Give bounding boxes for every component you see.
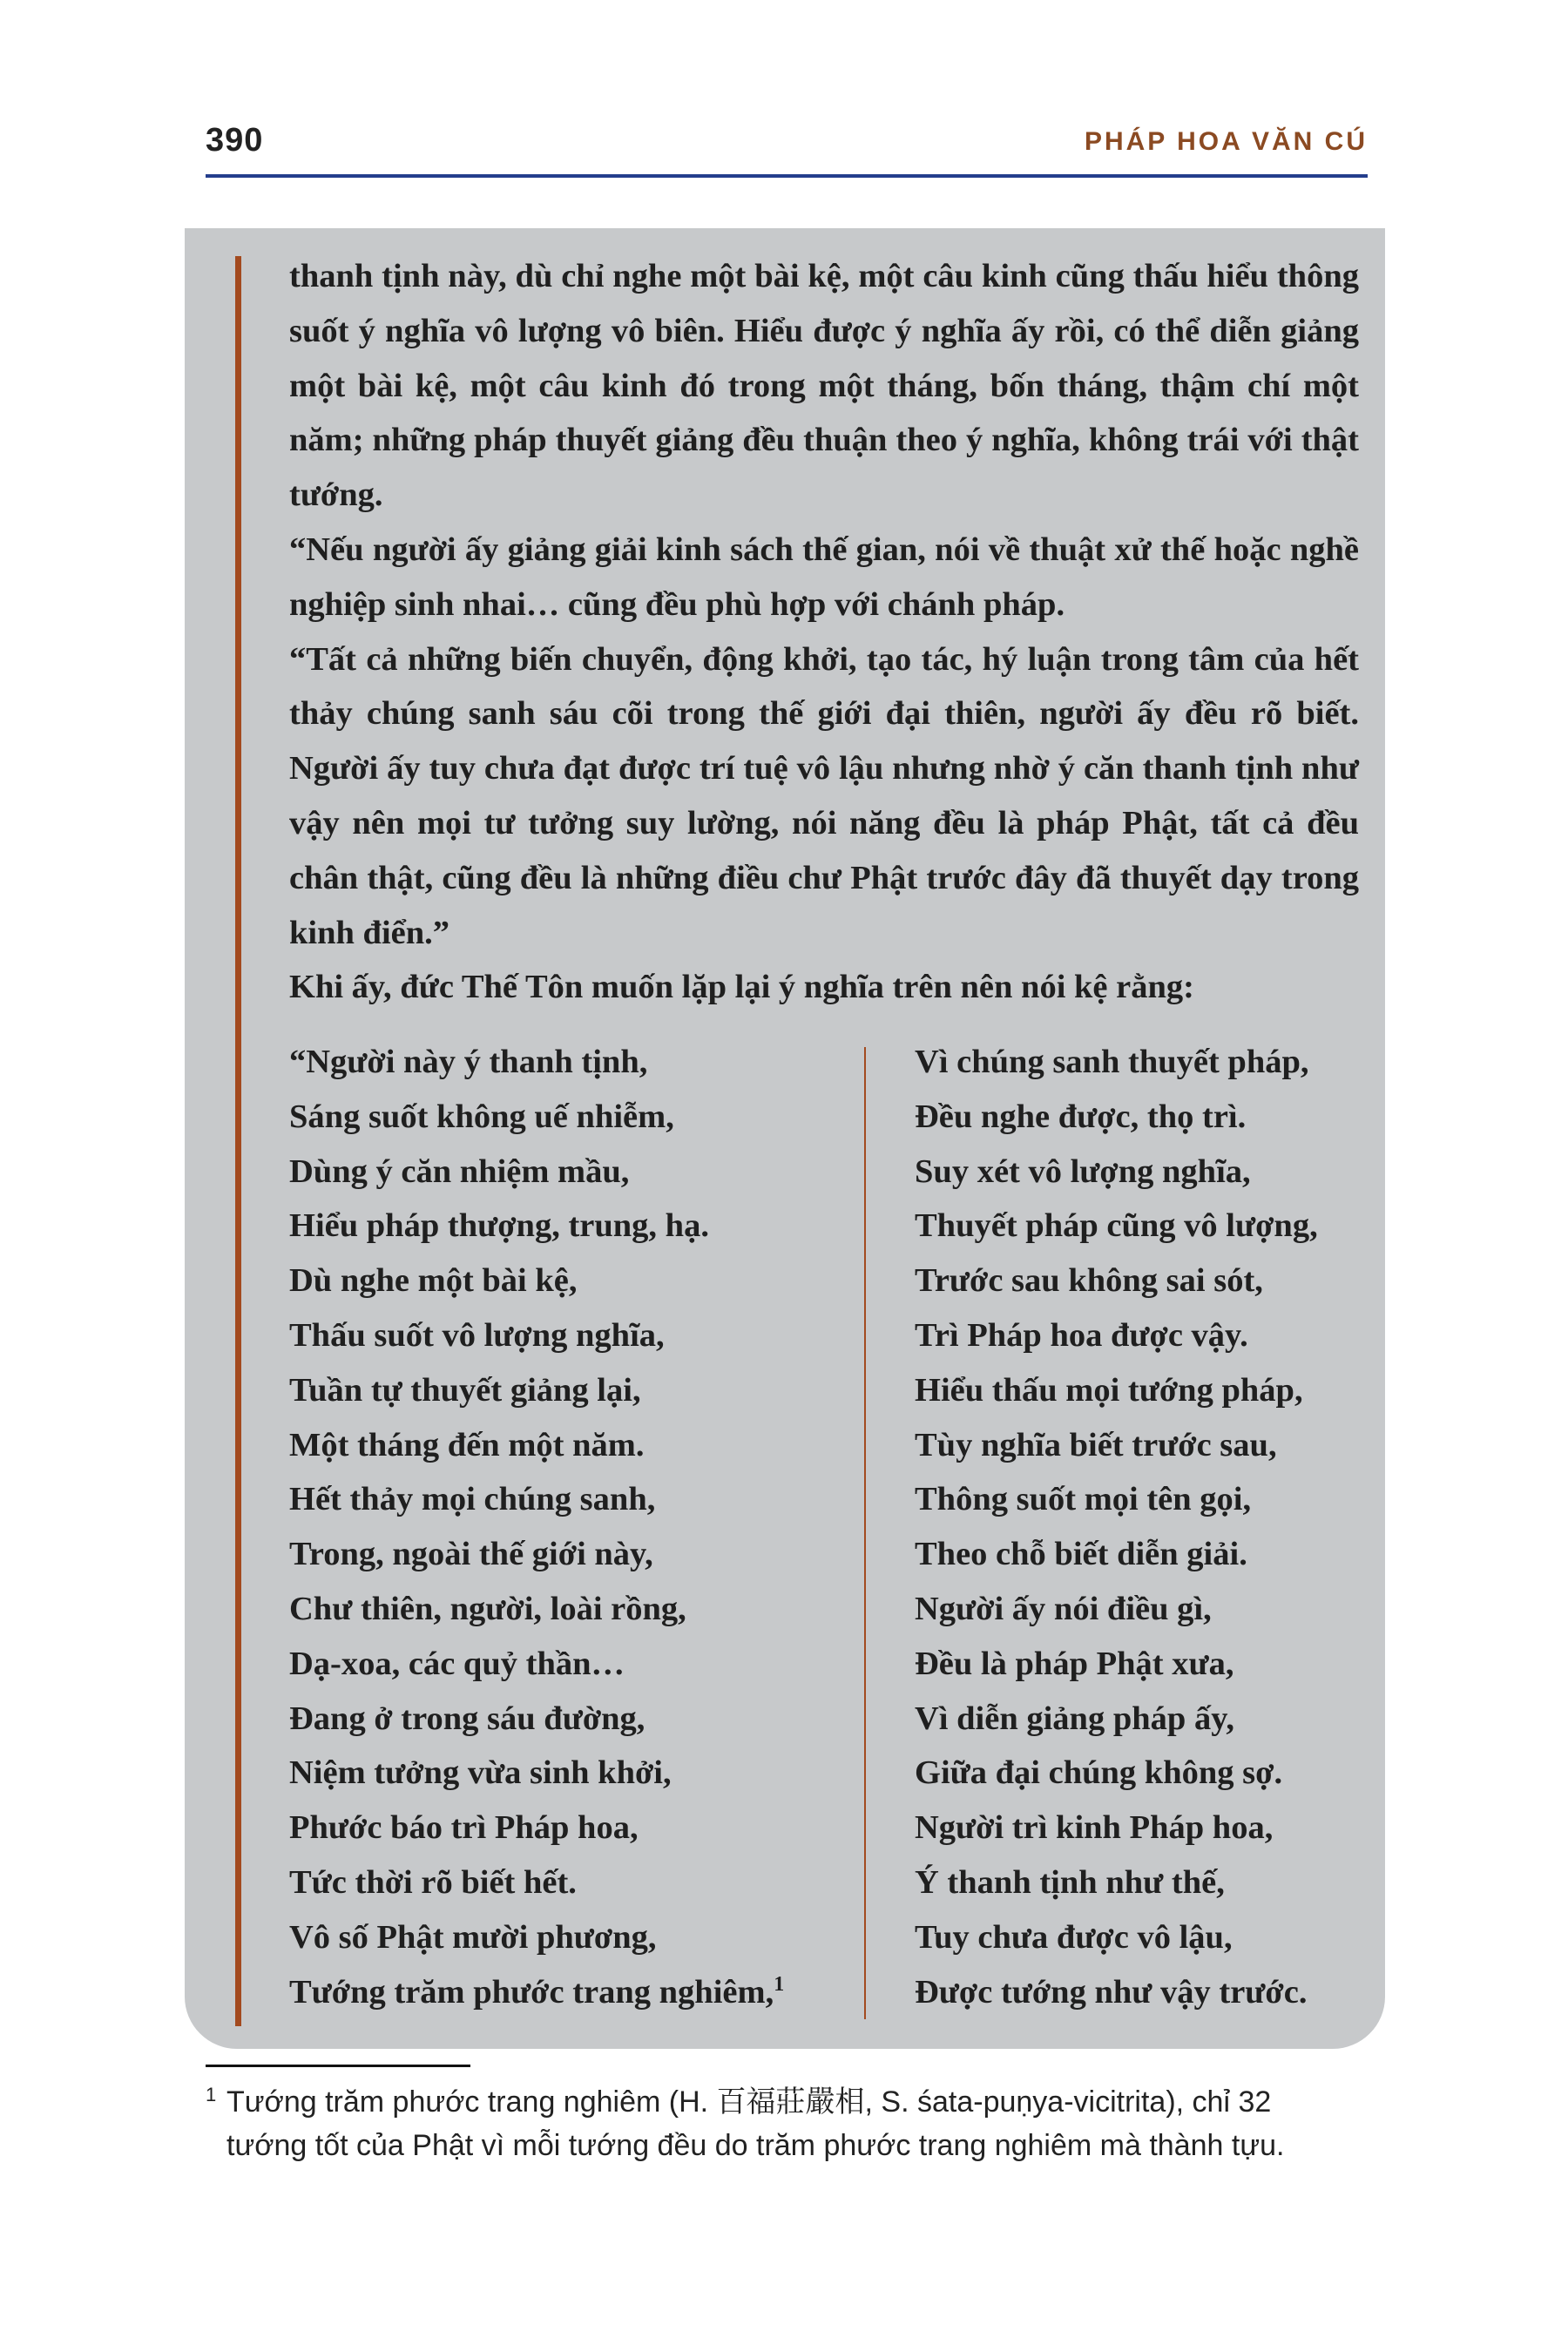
verse-line: Trong, ngoài thế giới này, — [289, 1536, 653, 1573]
footnote-marker[interactable]: 1 — [774, 1972, 785, 1996]
verse-line: Đều là pháp Phật xưa, — [915, 1645, 1234, 1682]
verse-line: Giữa đại chúng không sợ. — [915, 1754, 1283, 1792]
footnote-text-1: Tướng trăm phước trang nghiêm (H. 百福莊嚴相, S. śata-puṇya-vicitrita), chỉ 32 — [226, 2085, 1272, 2119]
verse-line: Đang ở trong sáu đường, — [289, 1700, 645, 1737]
verse-line: Theo chỗ biết diễn giải. — [915, 1536, 1247, 1573]
verse-right-column — [915, 1035, 1318, 2019]
verse-line: Người ấy nói điều gì, — [915, 1590, 1212, 1627]
verse-line-with-footnote — [289, 1965, 784, 2020]
prose-paragraph-4: Khi ấy, đức Thế Tôn muốn lặp lại ý nghĩa trên nên nói kệ rằng: — [289, 969, 1194, 1006]
verse-line: Dùng ý căn nhiệm mầu, — [289, 1152, 630, 1190]
footnote-line-1: 1 Tướng trăm phước trang nghiêm (H. 百福莊嚴相, S. śata-puṇya-vicitrita), chỉ 32 — [206, 2083, 1272, 2119]
quote-accent-bar — [235, 256, 241, 2026]
page-header — [206, 122, 1368, 171]
verse-line: Chư thiên, người, loài rồng, — [289, 1590, 686, 1627]
verse-line: Hết thảy mọi chúng sanh, — [289, 1481, 656, 1518]
verse-line: Vì diễn giảng pháp ấy, — [915, 1700, 1234, 1737]
verse-line: “Người này ý thanh tịnh, — [289, 1044, 648, 1080]
verse-line: Được tướng như vậy trước. — [915, 1973, 1308, 2011]
verse-line: Vô số Phật mười phương, — [289, 1918, 657, 1956]
footnote — [206, 2080, 1368, 2167]
verse-line: Tức thời rõ biết hết. — [289, 1863, 577, 1901]
verse-line: Thuyết pháp cũng vô lượng, — [915, 1207, 1318, 1245]
header-rule — [206, 174, 1368, 178]
prose-paragraph-1: thanh tịnh này, dù chỉ nghe một bài kệ, một câu kinh cũng thấu hiểu thông suốt ý nghĩa vô lượng vô biên. Hiểu được ý nghĩa ấy rồi, có thể diễn giảng một bài kệ, một câu kinh đó trong một tháng, bốn tháng, thậm chí một năm; những pháp thuyết giảng đều thuận theo ý nghĩa, không trái với thật tướng. — [289, 258, 1359, 514]
prose-paragraph-3: “Tất cả những biến chuyển, động khởi, tạo tác, hý luận trong tâm của hết thảy chúng sanh sáu cõi trong thế giới đại thiên, người ấy đều rõ biết. Người ấy tuy chưa đạt được trí tuệ vô lậu nhưng nhờ ý căn thanh tịnh như vậy nên mọi tư tưởng suy lường, nói năng đều là pháp Phật, tất cả đều chân thật, cũng đều là những điều chư Phật trước đây đã thuyết dạy trong kinh điển.” — [289, 640, 1359, 951]
page-number: 390 — [206, 122, 264, 159]
verse-line: Suy xét vô lượng nghĩa, — [915, 1152, 1251, 1190]
footnote-text-2: tướng tốt của Phật vì mỗi tướng đều do trăm phước trang nghiêm mà thành tựu. — [226, 2129, 1285, 2162]
running-title: PHÁP HOA VĂN CÚ — [1084, 127, 1368, 156]
verse-line: Ý thanh tịnh như thế, — [915, 1863, 1225, 1901]
verse-line: Niệm tưởng vừa sinh khởi, — [289, 1754, 672, 1792]
verse-line: Phước báo trì Pháp hoa, — [289, 1809, 639, 1847]
verse-left-column — [289, 1035, 784, 2019]
verse-line: Hiểu thấu mọi tướng pháp, — [915, 1371, 1303, 1409]
verse-line: Sáng suốt không uế nhiễm, — [289, 1098, 674, 1135]
prose-paragraph-2: “Nếu người ấy giảng giải kinh sách thế gian, nói về thuật xử thế hoặc nghề nghiệp sinh nhai… cũng đều phù hợp với chánh pháp. — [289, 531, 1359, 623]
scripture-quote-box — [185, 228, 1385, 2049]
verse-line: Người trì kinh Pháp hoa, — [915, 1809, 1274, 1847]
verse-line: Tuần tự thuyết giảng lại, — [289, 1371, 641, 1409]
verse-column-divider — [864, 1047, 866, 2019]
verse-line-text: Tướng trăm phước trang nghiêm, — [289, 1973, 774, 2011]
verse-line: Dù nghe một bài kệ, — [289, 1262, 578, 1300]
footnote-rule — [206, 2065, 470, 2067]
verse-line: Tuy chưa được vô lậu, — [915, 1918, 1233, 1956]
verse-line: Một tháng đến một năm. — [289, 1426, 645, 1463]
verse-line: Hiểu pháp thượng, trung, hạ. — [289, 1207, 709, 1245]
verse-line: Thấu suốt vô lượng nghĩa, — [289, 1316, 665, 1354]
verse-line: Vì chúng sanh thuyết pháp, — [915, 1044, 1309, 1080]
verse-line: Trước sau không sai sót, — [915, 1262, 1263, 1300]
verse-line: Thông suốt mọi tên gọi, — [915, 1481, 1252, 1518]
verse-line: Tùy nghĩa biết trước sau, — [915, 1426, 1277, 1463]
quote-prose — [289, 249, 1359, 1015]
verse-line: Dạ-xoa, các quỷ thần… — [289, 1645, 625, 1682]
verse-line: Đều nghe được, thọ trì. — [915, 1098, 1247, 1135]
verse-line: Trì Pháp hoa được vậy. — [915, 1316, 1248, 1354]
